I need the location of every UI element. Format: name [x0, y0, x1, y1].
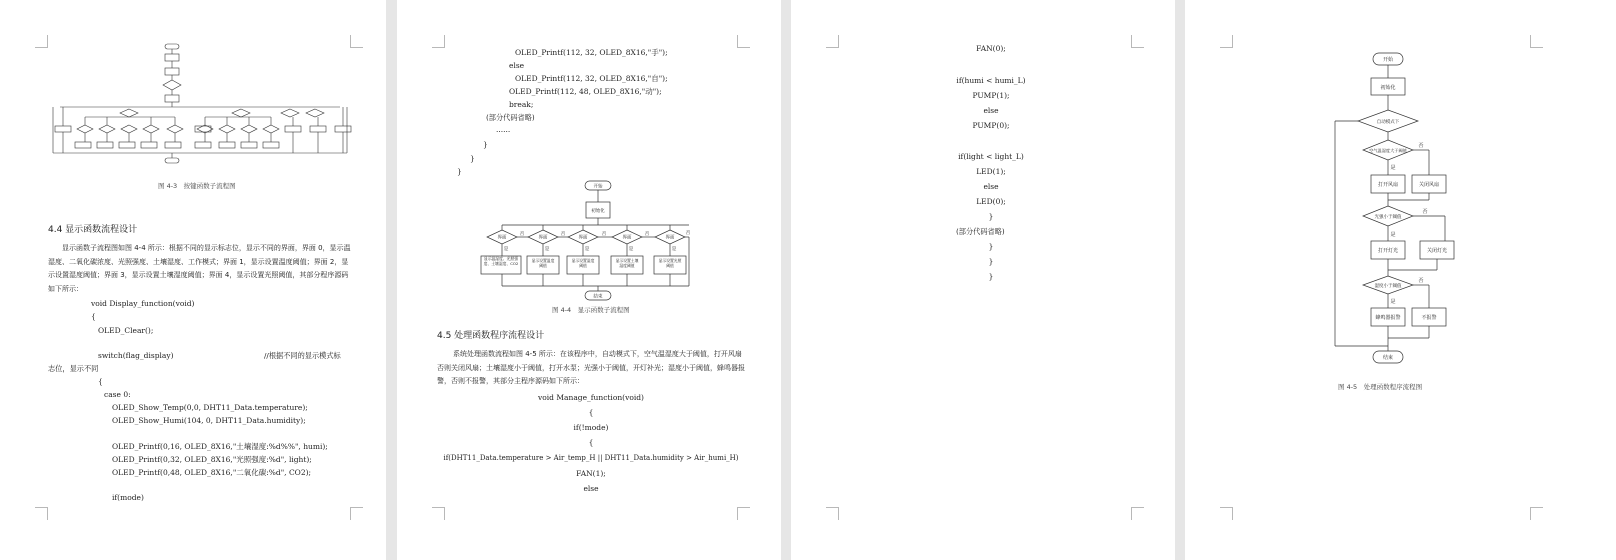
flow-yes-label: 是 [584, 247, 590, 252]
body-paragraph: 系统处理函数流程如图 4-5 所示：在该程序中，自动模式下，空气温湿度大于阈值，打开风扇否则关闭风扇；土壤湿度小于阈值，打开水泵；光强小于阈值，开灯补光；湿度小于阈值，蜂鸣器报警，否则不报警，其部分主程序源码如下所示： [437, 350, 745, 385]
code-line: } [988, 272, 994, 281]
fan-off-label: 关闭风扇 [1418, 182, 1440, 188]
code-line: if(!mode) [573, 423, 609, 432]
figure-caption: 图 4-4 显示函数子流程图 [552, 306, 630, 314]
document-page-2 [397, 0, 781, 560]
document-page-3 [791, 0, 1175, 560]
flow-decision-label: 界面 [538, 235, 548, 241]
code-line: } [470, 154, 475, 163]
code-line: FAN(0); [976, 44, 1006, 53]
code-line: OLED_Show_Humi(104, 0, DHT11_Data.humidity); [112, 416, 306, 425]
code-line: OLED_Printf(112, 32, OLED_8X16,"手"); [515, 48, 668, 57]
flow-decision-label: 界面 [497, 235, 507, 241]
code-line: FAN(1); [576, 469, 606, 478]
code-line: else [983, 106, 999, 115]
fan-on-label: 打开风扇 [1377, 182, 1399, 188]
crop-mark [35, 507, 48, 520]
code-line: PUMP(1); [972, 91, 1010, 100]
code-line: if(light < light_L) [958, 152, 1024, 161]
flow-box-label: 显示设置光照阈值 [658, 258, 682, 268]
display-function-flowchart [477, 180, 699, 302]
flow-box-label: 显示设置土壤湿度阈值 [615, 258, 639, 268]
flow-no-label: 否 [519, 232, 525, 237]
code-line: OLED_Printf(0,48, OLED_8X16,"二氧化碳:%d", CO2); [112, 468, 312, 477]
flow-yes-label: 是 [544, 247, 550, 252]
code-line: else [509, 61, 525, 70]
flow-no-label: 否 [1418, 278, 1424, 284]
code-line: { [588, 408, 594, 417]
flow-yes-label: 是 [1390, 299, 1396, 305]
code-line: { [588, 438, 594, 447]
code-line: LED(0); [976, 197, 1006, 206]
code-line: else [983, 182, 999, 191]
flow-yes-label: 是 [503, 247, 509, 252]
key-function-flowchart [45, 40, 355, 168]
code-line: if(DHT11_Data.temperature > Air_temp_H || DHT11_Data.humidity > Air_humi_H) [443, 454, 739, 462]
code-line: { [98, 377, 103, 386]
code-line: if(mode) [112, 493, 144, 502]
code-line: break; [509, 100, 534, 109]
flow-decision-label: 空气温湿度大于阈值 [1369, 148, 1407, 153]
led-off-label: 关闭灯光 [1426, 248, 1448, 254]
section-heading: 4.5 处理函数程序流程设计 [437, 331, 545, 341]
code-comment: //根据不同的显示模式标 [264, 351, 341, 360]
flow-yes-label: 是 [1390, 165, 1396, 171]
flow-decision-label: 界面 [622, 235, 632, 241]
flow-no-label: 否 [560, 232, 566, 237]
code-line: } [457, 167, 462, 176]
flow-decision-label: 湿度小于阈值 [1374, 284, 1402, 289]
flow-box-label: 显示设置湿度阈值 [571, 258, 595, 268]
flow-init-label: 初始化 [591, 209, 605, 214]
crop-mark [1131, 507, 1144, 520]
code-line: } [483, 140, 488, 149]
flow-yes-label: 是 [671, 247, 677, 252]
code-line: } [988, 212, 994, 221]
flow-yes-label: 是 [1390, 232, 1396, 238]
flow-auto-label: 自动模式下 [1376, 120, 1400, 125]
figure-caption: 图 4-3 按键函数子流程图 [158, 182, 236, 190]
code-comment: (部分代码省略) [956, 227, 1005, 236]
crop-mark [432, 507, 445, 520]
flow-yes-label: 是 [628, 247, 634, 252]
crop-mark [737, 507, 750, 520]
code-comment: (部分代码省略) [486, 113, 535, 122]
code-line: switch(flag_display) [98, 351, 174, 360]
process-function-flowchart [1325, 48, 1455, 378]
code-line: if(humi < humi_L) [956, 76, 1026, 85]
code-line: OLED_Printf(0,16, OLED_8X16,"土壤湿度:%d%%", humi); [112, 442, 328, 451]
code-line: case 0: [104, 390, 131, 399]
document-page-1 [0, 0, 386, 560]
flow-start-label: 开始 [1382, 57, 1394, 63]
section-heading: 4.4 显示函数流程设计 [48, 225, 138, 235]
crop-mark [1220, 507, 1233, 520]
code-line: } [988, 257, 994, 266]
code-line: OLED_Printf(0,32, OLED_8X16,"光照强度:%d", light); [112, 455, 312, 464]
body-paragraph: 显示函数子流程图如图 4-4 所示：根据不同的显示标志位，显示不同的界面，界面 0，显示温湿度、二氧化碳浓度、光照强度、土壤湿度、工作模式；界面 1，显示设置温度阈值；界面 2，显示设置湿度阈值；界面 3，显示设置土壤湿度阈值；界面 4，显示设置光照阈值，其部分程序源码如下所示： [48, 244, 351, 293]
alarm-off-label: 不报警 [1421, 315, 1437, 321]
code-line: OLED_Clear(); [98, 326, 154, 335]
crop-mark [1530, 507, 1543, 520]
flow-no-label: 否 [644, 232, 650, 237]
flow-no-label: 否 [685, 231, 691, 236]
flow-init-label: 初始化 [1380, 85, 1396, 91]
document-page-4 [1185, 0, 1616, 560]
led-on-label: 打开灯光 [1377, 248, 1399, 254]
code-line: else [583, 484, 599, 493]
code-line: LED(1); [976, 167, 1006, 176]
code-line: } [988, 242, 994, 251]
code-line: { [91, 312, 96, 321]
code-line: void Manage_function(void) [538, 393, 644, 402]
crop-mark [737, 35, 750, 48]
flow-no-label: 否 [1422, 209, 1428, 215]
flow-decision-label: 光强小于阈值 [1374, 215, 1402, 220]
flow-decision-label: 界面 [665, 235, 675, 241]
flow-box-label: 显示温湿度、光照强度、土壤湿度、CO2 [483, 256, 519, 266]
flow-box-label: 显示设置温度阈值 [531, 258, 555, 268]
flow-no-label: 否 [1418, 143, 1424, 149]
code-line: PUMP(0); [972, 121, 1010, 130]
code-line: ...... [496, 125, 511, 134]
crop-mark [432, 35, 445, 48]
crop-mark [826, 507, 839, 520]
code-line: OLED_Printf(112, 48, OLED_8X16,"动"); [509, 87, 662, 96]
code-line: OLED_Printf(112, 32, OLED_8X16,"自"); [515, 74, 668, 83]
flow-no-label: 否 [601, 232, 607, 237]
figure-caption: 图 4-5 处理函数程序流程图 [1338, 383, 1423, 391]
code-line: void Display_function(void) [91, 299, 195, 308]
flow-end-label: 结束 [593, 294, 603, 300]
crop-mark [350, 507, 363, 520]
code-line: OLED_Show_Temp(0,0, DHT11_Data.temperature); [112, 403, 308, 412]
flow-start-label: 开始 [593, 184, 603, 190]
crop-mark [1220, 35, 1233, 48]
code-comment: 志位，显示不同 [48, 364, 99, 373]
flow-end-label: 结束 [1382, 355, 1394, 361]
flow-decision-label: 界面 [578, 235, 588, 241]
crop-mark [1530, 35, 1543, 48]
alarm-on-label: 蜂鸣器报警 [1375, 315, 1401, 321]
